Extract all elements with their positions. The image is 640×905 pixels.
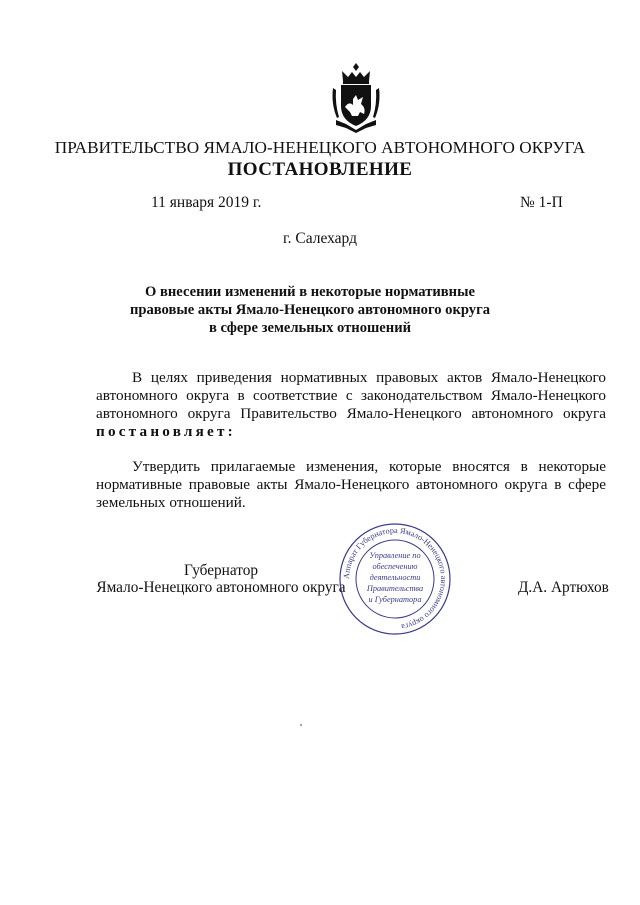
decision-paragraph xyxy=(96,458,606,512)
subject-line: правовые акты Ямало-Ненецкого автономного округа xyxy=(129,302,491,318)
document-subject xyxy=(100,283,520,337)
document-date: 11 января 2019 г. xyxy=(151,194,262,211)
stamp-center-line: Правительства xyxy=(366,584,424,593)
stamp-center-line: Управление по xyxy=(369,551,421,560)
paragraph-line: Утвердить прилагаемые изменения, которые вносятся в некоторые xyxy=(132,458,606,475)
signatory-position: Губернатор xyxy=(183,562,259,579)
stamp-ring-text: Аппарат Губернатора Ямало-Ненецкого автономного округа xyxy=(341,525,449,632)
paragraph-line: земельных отношений. xyxy=(96,494,246,511)
document-type: ПОСТАНОВЛЕНИЕ xyxy=(227,159,413,180)
paragraph-line: автономного округа Правительство Ямало-Ненецкого автономного округа xyxy=(96,405,606,422)
stamp-center-line: обеспечению xyxy=(372,562,418,571)
official-stamp xyxy=(338,521,452,637)
subject-line: в сфере земельных отношений xyxy=(208,320,412,336)
signatory-title xyxy=(96,562,346,596)
document-city: г. Салехард xyxy=(283,230,357,247)
subject-line: О внесении изменений в некоторые нормативные xyxy=(145,284,475,300)
stamp-center-line: деятельности xyxy=(369,573,421,582)
coat-of-arms-icon xyxy=(330,62,382,134)
preamble-paragraph xyxy=(96,369,606,441)
government-title: ПРАВИТЕЛЬСТВО ЯМАЛО-НЕНЕЦКОГО АВТОНОМНОГО ОКРУГА xyxy=(54,138,586,157)
scan-artifact xyxy=(300,724,302,726)
signatory-name: Д.А. Артюхов xyxy=(518,579,609,596)
paragraph-line: автономного округа в соответствие с законодательством Ямало-Ненецкого xyxy=(96,387,606,404)
paragraph-line: нормативные правовые акты Ямало-Ненецкого автономного округа в сфере xyxy=(96,476,606,493)
signatory-region: Ямало-Ненецкого автономного округа xyxy=(96,579,346,596)
paragraph-line: В целях приведения нормативных правовых актов Ямало-Ненецкого xyxy=(132,369,606,386)
document-number: № 1-П xyxy=(520,194,563,211)
resolve-word: постановляет: xyxy=(96,423,236,440)
stamp-center-line: и Губернатора xyxy=(368,595,422,604)
